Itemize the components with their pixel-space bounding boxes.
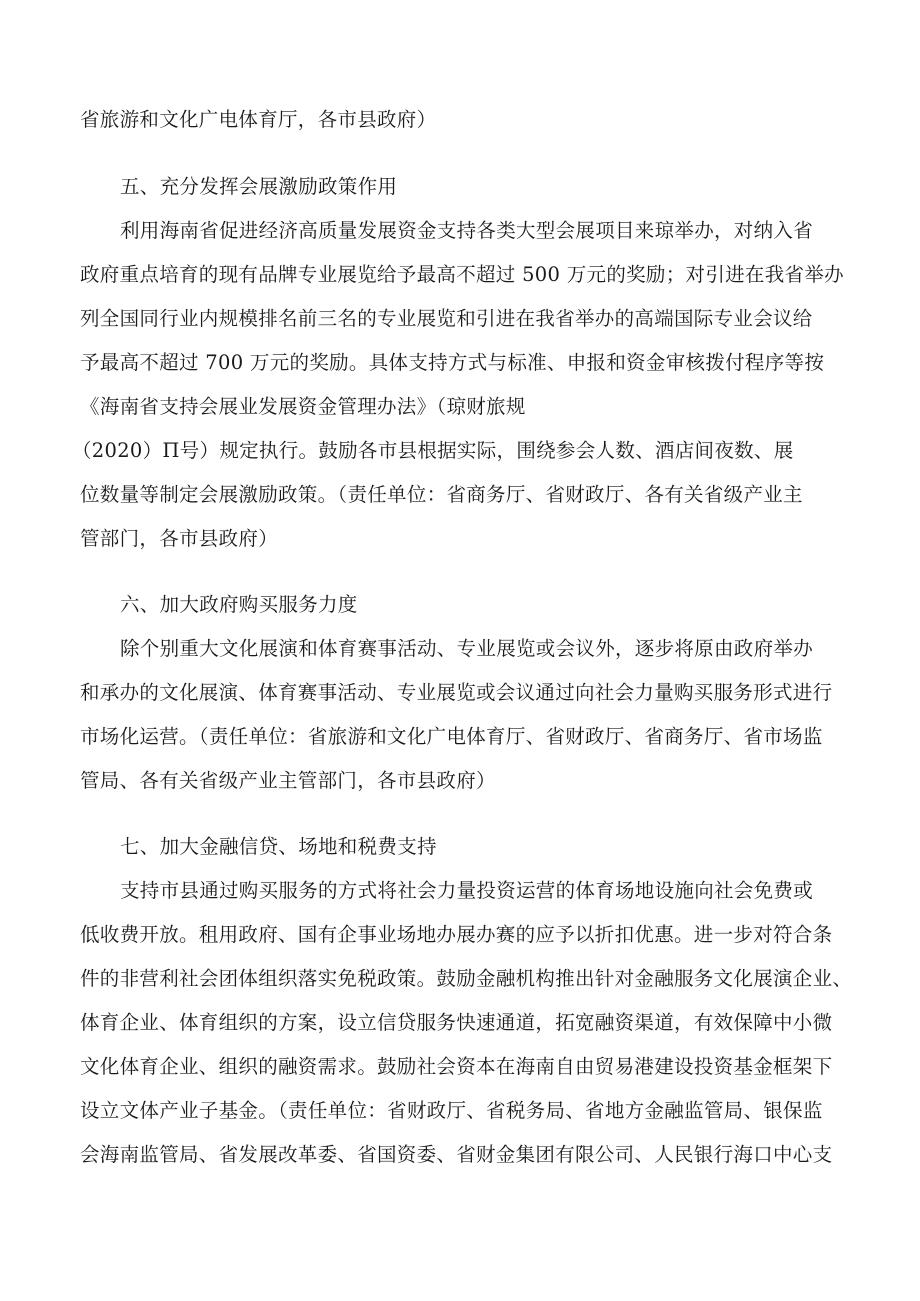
section-heading: 六、加大政府购买服务力度 (120, 593, 358, 616)
paragraph-line: 市场化运营。（责任单位：省旅游和文化广电体育厅、省财政厅、省商务厅、省市场监 (80, 725, 823, 748)
paragraph-line: 低收费开放。租用政府、国有企事业场地办展办赛的应予以折扣优惠。进一步对符合条 (80, 923, 833, 946)
section-heading: 七、加大金融信贷、场地和税费支持 (120, 835, 437, 858)
paragraph-line: 政府重点培育的现有品牌专业展览给予最高不超过 500 万元的奖励；对引进在我省举办 (80, 263, 844, 286)
paragraph-line: 会海南监管局、省发展改革委、省国资委、省财金集团有限公司、人民银行海口中心支 (80, 1143, 833, 1166)
paragraph-line: 予最高不超过 700 万元的奖励。具体支持方式与标准、申报和资金审核拨付程序等按 (80, 351, 825, 374)
paragraph-line: （2020）Π号）规定执行。鼓励各市县根据实际，围绕参会人数、酒店间夜数、展 (72, 439, 794, 462)
paragraph-line: 除个别重大文化展演和体育赛事活动、专业展览或会议外，逐步将原由政府举办 (120, 637, 814, 660)
paragraph-line: 利用海南省促进经济高质量发展资金支持各类大型会展项目来琼举办，对纳入省 (120, 219, 814, 242)
paragraph-line: 位数量等制定会展激励政策。（责任单位：省商务厅、省财政厅、各有关省级产业主 (80, 483, 803, 506)
paragraph-line: 省旅游和文化广电体育厅，各市县政府） (80, 108, 437, 131)
paragraph-line: 管局、各有关省级产业主管部门，各市县政府） (80, 769, 496, 792)
paragraph-line: 件的非营利社会团体组织落实免税政策。鼓励金融机构推出针对金融服务文化展演企业、 (80, 967, 853, 990)
paragraph-line: 《海南省支持会展业发展资金管理办法》（琼财旅规 (80, 395, 526, 418)
section-heading: 五、充分发挥会展激励政策作用 (120, 175, 398, 198)
paragraph-line: 支持市县通过购买服务的方式将社会力量投资运营的体育场地设施向社会免费或 (120, 879, 814, 902)
paragraph-line: 文化体育企业、组织的融资需求。鼓励社会资本在海南自由贸易港建设投资基金框架下 (80, 1055, 833, 1078)
paragraph-line: 管部门，各市县政府） (80, 527, 279, 550)
paragraph-line: 体育企业、体育组织的方案，设立信贷服务快速通道，拓宽融资渠道，有效保障中小微 (80, 1011, 833, 1034)
paragraph-line: 设立文体产业子基金。（责任单位：省财政厅、省税务局、省地方金融监管局、银保监 (80, 1099, 823, 1122)
paragraph-line: 和承办的文化展演、体育赛事活动、专业展览或会议通过向社会力量购买服务形式进行 (80, 681, 833, 704)
paragraph-line: 列全国同行业内规模排名前三名的专业展览和引进在我省举办的高端国际专业会议给 (80, 307, 813, 330)
